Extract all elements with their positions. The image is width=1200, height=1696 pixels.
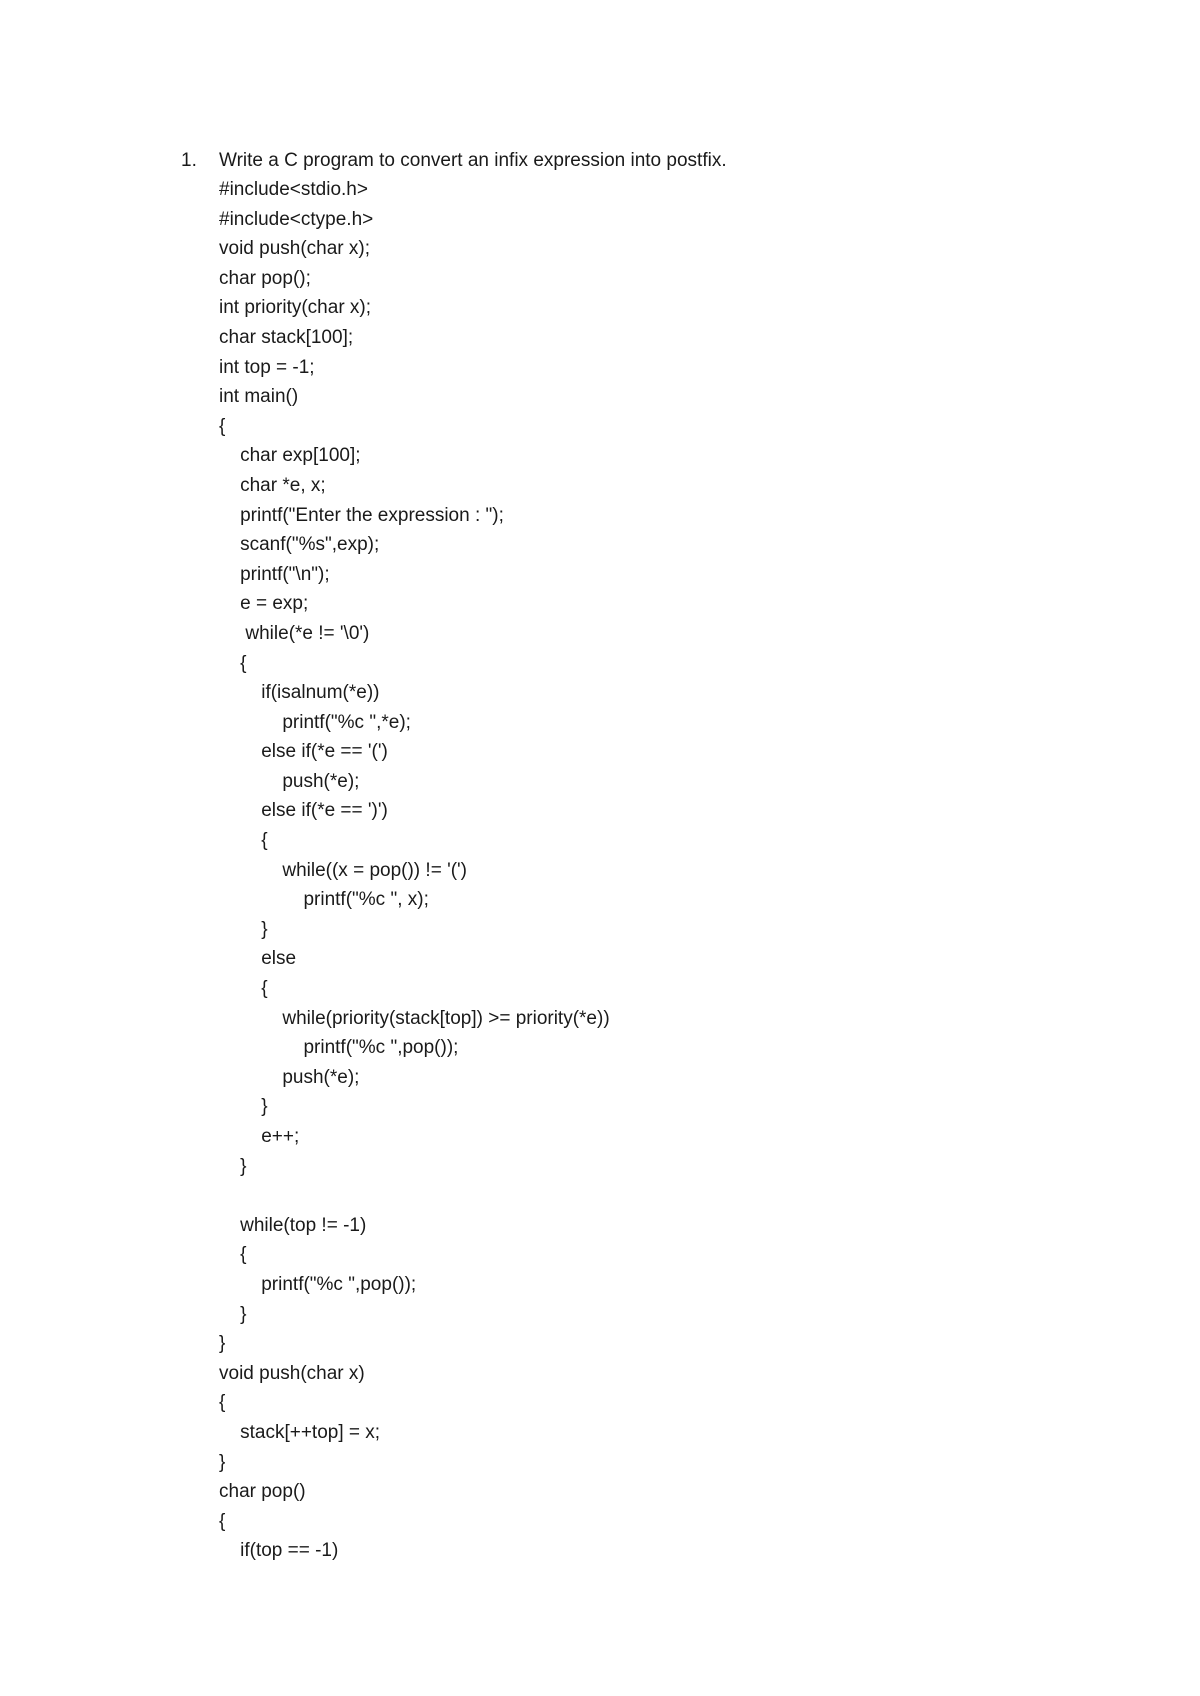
code-line: void push(char x) bbox=[219, 1362, 365, 1384]
code-line: push(*e); bbox=[219, 1066, 360, 1088]
code-line: char exp[100]; bbox=[219, 445, 361, 467]
code-line: void push(char x); bbox=[219, 238, 371, 260]
code-line: int main() bbox=[219, 386, 299, 408]
code-line: stack[++top] = x; bbox=[219, 1421, 381, 1443]
code-line: } bbox=[219, 918, 268, 940]
code-line: { bbox=[219, 1244, 247, 1266]
code-line bbox=[219, 1181, 610, 1211]
code-line: int top = -1; bbox=[219, 356, 315, 378]
code-line: char stack[100]; bbox=[219, 326, 354, 348]
code-line: if(top == -1) bbox=[219, 1540, 339, 1562]
code-line: printf("%c ",*e); bbox=[219, 711, 411, 733]
code-line: printf("\n"); bbox=[219, 563, 330, 585]
code-line: printf("Enter the expression : "); bbox=[219, 504, 504, 526]
code-line: { bbox=[219, 415, 226, 437]
code-line: char pop(); bbox=[219, 267, 311, 289]
code-line: else if(*e == '(') bbox=[219, 741, 388, 763]
code-line: scanf("%s",exp); bbox=[219, 534, 380, 556]
code-line: { bbox=[219, 1392, 226, 1414]
code-line: { bbox=[219, 652, 247, 674]
code-line: else bbox=[219, 948, 297, 970]
code-line: #include<ctype.h> bbox=[219, 208, 374, 230]
code-line: while(priority(stack[top]) >= priority(*e)) bbox=[219, 1007, 610, 1029]
code-line: e = exp; bbox=[219, 593, 309, 615]
code-line: printf("%c ",pop()); bbox=[219, 1037, 459, 1059]
code-line: } bbox=[219, 1333, 226, 1355]
code-line: { bbox=[219, 978, 268, 1000]
code-line: printf("%c ",pop()); bbox=[219, 1273, 417, 1295]
code-line: printf("%c ", x); bbox=[219, 889, 429, 911]
code-line: #include<stdio.h> bbox=[219, 179, 368, 200]
code-line: } bbox=[219, 1451, 226, 1473]
code-line: } bbox=[219, 1303, 247, 1325]
code-line: while((x = pop()) != '(') bbox=[219, 859, 467, 881]
code-line: if(isalnum(*e)) bbox=[219, 682, 380, 704]
question-text: Write a C program to convert an infix expression into postfix. bbox=[219, 150, 727, 171]
question-number: 1. bbox=[181, 150, 197, 171]
code-line: push(*e); bbox=[219, 770, 360, 792]
code-line: else if(*e == ')') bbox=[219, 800, 388, 822]
code-line: char pop() bbox=[219, 1481, 306, 1503]
code-line: int priority(char x); bbox=[219, 297, 372, 319]
code-line: } bbox=[219, 1155, 247, 1177]
code-line: } bbox=[219, 1096, 268, 1118]
code-line: while(top != -1) bbox=[219, 1214, 367, 1236]
code-line: { bbox=[219, 830, 268, 852]
code-line: char *e, x; bbox=[219, 474, 326, 496]
code-line: e++; bbox=[219, 1126, 300, 1147]
code-line: while(*e != '\0') bbox=[219, 622, 370, 644]
code-line: { bbox=[219, 1510, 226, 1532]
code-listing bbox=[219, 175, 610, 1566]
